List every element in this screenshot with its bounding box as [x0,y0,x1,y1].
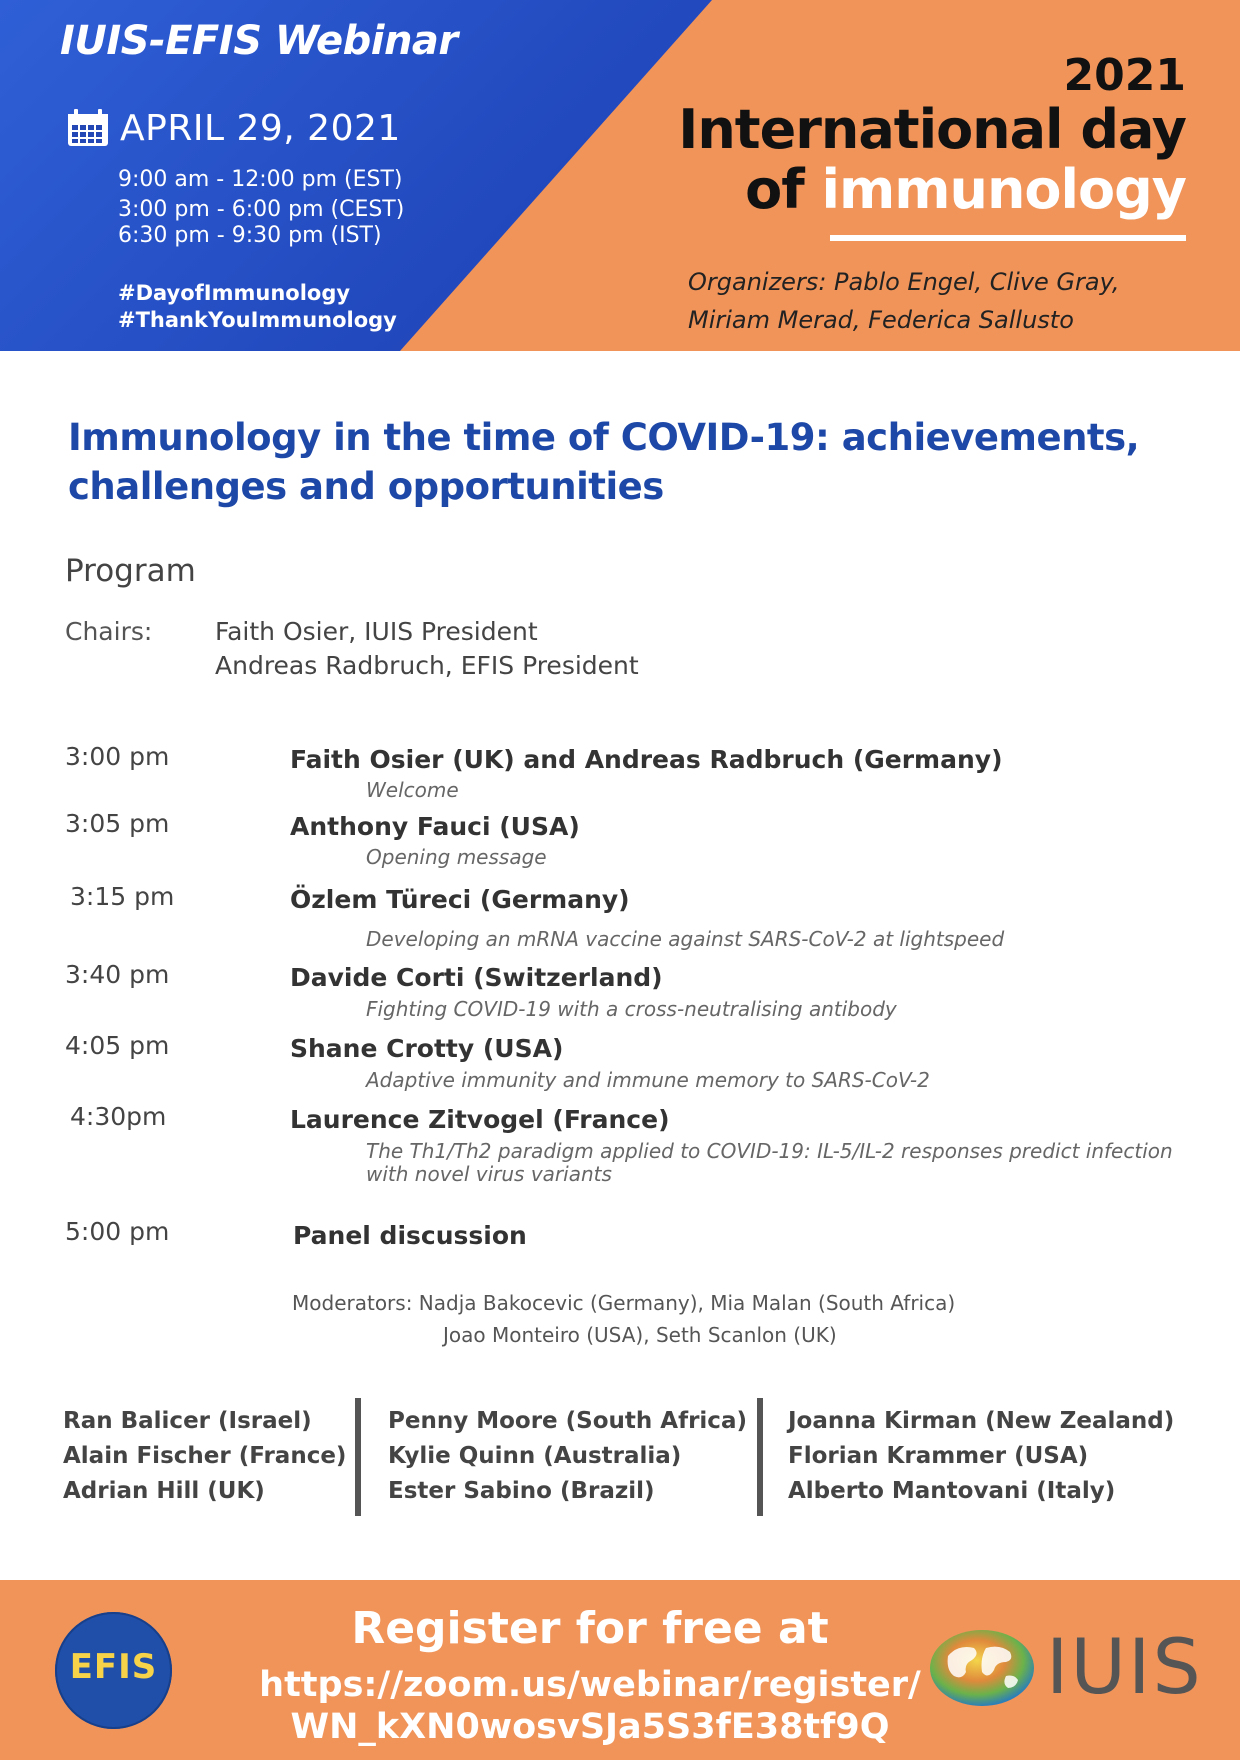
program-topic: Welcome [366,778,459,802]
webinar-topic-title [68,413,1188,511]
program-speaker: Laurence Zitvogel (France) [290,1105,670,1134]
panelist: Florian Krammer (USA) [788,1443,1089,1469]
moderators-line1: Moderators: Nadja Bakocevic (Germany), Mia Malan (South Africa) [292,1291,956,1315]
program-topic: Opening message [366,845,547,869]
program-time: 4:30pm [70,1102,167,1131]
program-topic: Fighting COVID-19 with a cross-neutralising antibody [366,997,897,1021]
program-time: 3:40 pm [65,960,170,989]
program-time: 3:15 pm [70,882,175,911]
event-title-of: of [745,158,822,221]
panelist: Adrian Hill (UK) [63,1478,265,1504]
panelist: Alberto Mantovani (Italy) [788,1478,1116,1504]
time-est: 9:00 am - 12:00 pm (EST) [118,167,403,192]
chair-2: Andreas Radbruch, EFIS President [215,651,639,680]
organizers-line1: Organizers: Pablo Engel, Clive Gray, [688,268,1120,296]
panelist: Penny Moore (South Africa) [388,1408,747,1434]
panelist: Joanna Kirman (New Zealand) [788,1408,1175,1434]
program-heading: Program [65,553,196,589]
event-date: APRIL 29, 2021 [120,108,401,149]
time-ist: 6:30 pm - 9:30 pm (IST) [118,223,382,248]
iuis-logo-text: IUIS [1046,1622,1203,1711]
panelist: Ester Sabino (Brazil) [388,1478,655,1504]
panel-discussion-title: Panel discussion [293,1221,527,1250]
event-title-line1: International day [678,98,1186,161]
panelist: Kylie Quinn (Australia) [388,1443,682,1469]
panelist-column-1 [63,1404,346,1509]
hashtag-day-of-immunology: #DayofImmunology [118,281,351,305]
panelist-column-3 [788,1404,1174,1509]
program-speaker: Davide Corti (Switzerland) [290,963,663,992]
hashtag-thank-you-immunology: #ThankYouImmunology [118,308,397,332]
chair-1: Faith Osier, IUIS President [215,617,538,646]
register-url-line2[interactable]: WN_kXN0wosvSJa5S3fE38tf9Q [290,1707,890,1747]
globe-icon [928,1628,1036,1708]
panel-time: 5:00 pm [65,1217,170,1246]
register-url-line1[interactable]: https://zoom.us/webinar/register/ [259,1665,921,1705]
event-title-immunology: immunology [821,158,1186,221]
efis-logo-text: EFIS [69,1647,158,1687]
program-speaker: Özlem Türeci (Germany) [290,885,630,914]
panelist: Alain Fischer (France) [63,1443,347,1469]
topic-title-line1: Immunology in the time of COVID-19: achievements, [68,416,1140,459]
panelist-column-2 [388,1404,747,1509]
register-title: Register for free at [351,1603,829,1654]
program-topic: The Th1/Th2 paradigm applied to COVID-19: IL-5/IL-2 responses predict infection with novel virus variants [366,1139,1173,1186]
column-divider [757,1398,763,1516]
title-underline [830,235,1186,241]
program-time: 3:00 pm [65,742,170,771]
program-topic: Developing an mRNA vaccine against SARS-CoV-2 at lightspeed [366,927,1005,951]
register-link[interactable] [210,1664,970,1748]
program-speaker: Anthony Fauci (USA) [290,812,580,841]
moderators-line2: Joao Monteiro (USA), Seth Scanlon (UK) [443,1323,837,1347]
program-time: 3:05 pm [65,809,170,838]
panelist: Ran Balicer (Israel) [63,1408,312,1434]
time-cest: 3:00 pm - 6:00 pm (CEST) [118,197,405,222]
program-speaker: Faith Osier (UK) and Andreas Radbruch (Germany) [290,745,1003,774]
column-divider [355,1398,361,1516]
calendar-icon [66,108,110,148]
chairs-label: Chairs: [65,617,153,646]
program-speaker: Shane Crotty (USA) [290,1034,564,1063]
topic-title-line2: challenges and opportunities [68,465,664,508]
program-topic: Adaptive immunity and immune memory to SARS-CoV-2 [366,1068,930,1092]
organizers [688,263,1208,339]
program-time: 4:05 pm [65,1031,170,1060]
webinar-title: IUIS-EFIS Webinar [60,18,458,64]
event-title-line2 [745,158,1186,221]
organizers-line2: Miriam Merad, Federica Sallusto [688,306,1074,334]
event-year: 2021 [1063,50,1186,101]
